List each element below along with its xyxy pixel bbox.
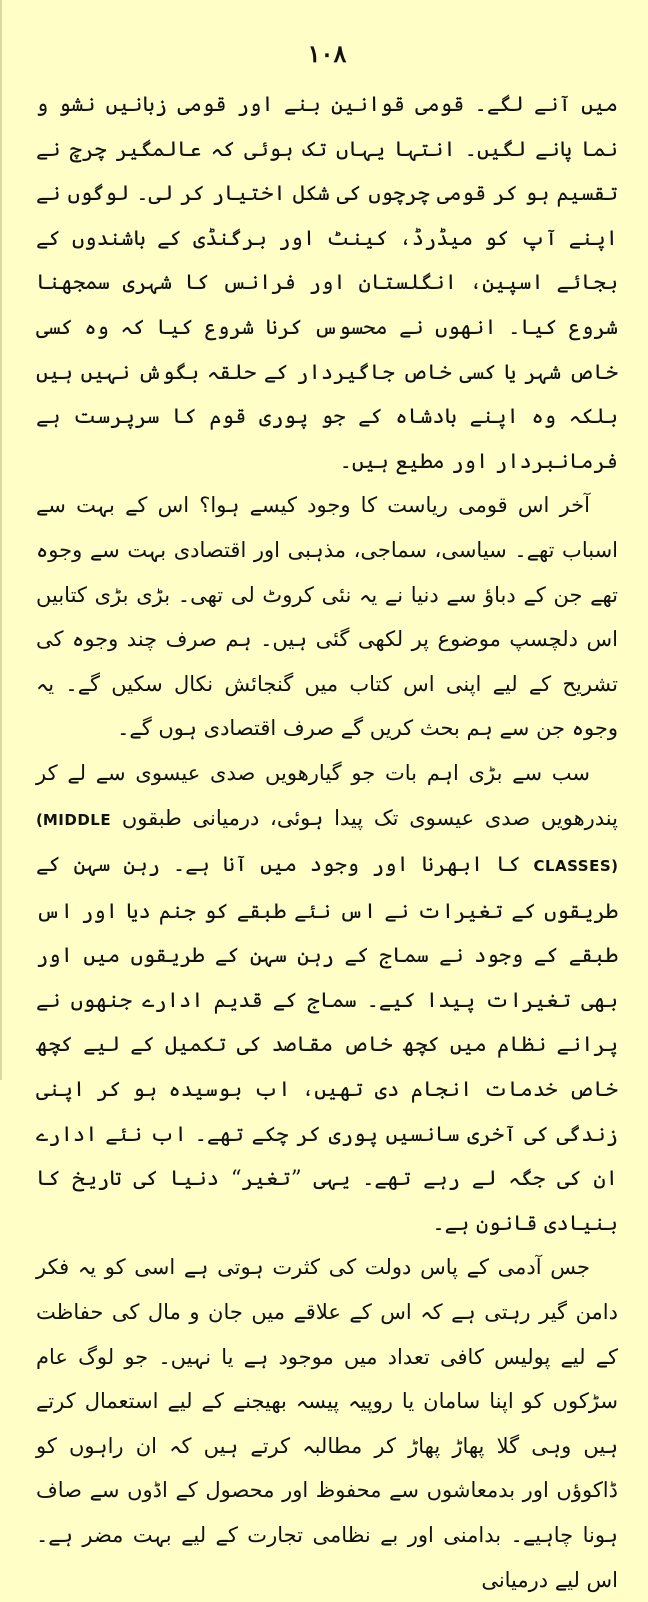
english-term: (MIDDLE CLASSES) — [36, 810, 618, 876]
paragraph-2 — [36, 483, 618, 751]
paragraph-text: سب سے بڑی اہم بات جو گیارھویں صدی عیسوی سے لے کر پندرھویں صدی عیسوی تک پیدا ہوئی، درمیانی طبقوں — [36, 760, 618, 830]
paragraph-3 — [36, 751, 618, 1246]
book-page — [36, 34, 618, 1592]
paragraph-text: کا ابھرنا اور وجود میں آنا ہے۔ رہن سہن کے طریقوں کے تغیرات نے اس نئے طبقے کو جنم دیا اور اس طبقے کے وجود نے سماج کے رہن سہن کے طریقوں میں اور بھی تغیرات پیدا کیے۔ سماج کے قدیم ادارے جنھوں نے پرانے نظام میں کچھ خاص مقاصد کی تکمیل کے لیے کچھ خاص خدمات انجام دی تھیں، اب بوسیدہ ہو کر اپنی زندگی کی آخری سانسیں پوری کر چکے تھے۔ اب نئے ادارے ان کی جگہ لے رہے تھے۔ یہی ”تغیر“ دنیا کی تاریخ کا بنیادی قانون ہے۔ — [36, 852, 618, 1235]
body-text — [36, 82, 618, 1602]
paragraph-4 — [36, 1245, 618, 1602]
page-number: ۱۰۸ — [307, 39, 347, 68]
paragraph-text: میں آنے لگے۔ قومی قوانین بنے اور قومی زبانیں نشو و نما پانے لگیں۔ انتہا یہاں تک ہوئی کہ عالمگیر چرچ نے تقسیم ہو کر قومی چرچوں کی شکل اختیار کر لی۔ لوگوں نے اپنے آپ کو میڈرڈ، کینٹ اور برگنڈی کے باشندوں کے بجائے اسپین، انگلستان اور فرانس کا شہری سمجھنا شروع کیا۔ انھوں نے محسوس کرنا شروع کیا کہ وہ کسی خاص شہر یا کسی خاص جاگیردار کے حلقہ بگوش نہیں ہیں بلکہ وہ اپنے بادشاہ کے جو پوری قوم کا سرپرست ہے فرمانبردار اور مطیع ہیں۔ — [36, 92, 618, 473]
paragraph-text: جس آدمی کے پاس دولت کی کثرت ہوتی ہے اسی کو یہ فکر دامن گیر رہتی ہے کہ اس کے علاقے میں جان و مال کی حفاظت کے لیے پولیس کافی تعداد میں موجود ہے یا نہیں۔ جو لوگ عام سڑکوں کو اپنا سامان یا روپیہ پیسہ بھیجنے کے لیے استعمال کرتے ہیں وہی گلا پھاڑ پھاڑ کر مطالبہ کرتے ہیں کہ ان راہوں کو ڈاکوؤں اور بدمعاشوں سے محفوظ اور محصول کے اڈوں سے صاف ہونا چاہیے۔ بدامنی اور بے نظامی تجارت کے لیے بہت مضر ہے۔ اس لیے درمیانی — [36, 1255, 618, 1592]
paragraph-text: آخر اس قومی ریاست کا وجود کیسے ہوا؟ اس کے بہت سے اسباب تھے۔ سیاسی، سماجی، مذہبی اور اقتصادی بہت سے وجوہ تھے جن کے دباؤ سے دنیا نے یہ نئی کروٹ لی تھی۔ بڑی بڑی کتابیں اس دلچسپ موضوع پر لکھی گئی ہیں۔ ہم صرف چند وجوہ کی تشریح کے لیے اپنی اس کتاب میں گنجائش نکال سکیں گے۔ یہ وجوہ جن سے ہم بحث کریں گے صرف اقتصادی ہوں گے۔ — [36, 493, 618, 741]
paragraph-1 — [36, 82, 618, 483]
